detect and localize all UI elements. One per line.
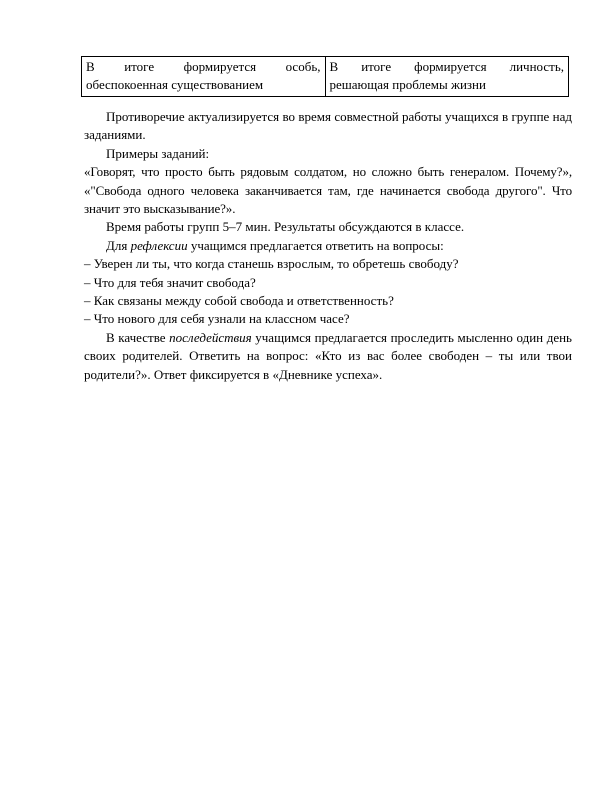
reflection-post: учащимся предлагается ответить на вопросы: (187, 237, 444, 253)
paragraph-aftereffect (84, 329, 572, 384)
table-row (82, 57, 569, 97)
question-item: – Уверен ли ты, что когда станешь взрослым, то обретешь свободу? (84, 256, 459, 272)
comparison-table (81, 56, 569, 97)
aftereffect-pre: В качестве (106, 329, 170, 345)
question-item: – Как связаны между собой свобода и ответственность? (84, 293, 394, 309)
reflection-term: рефлексии (130, 237, 188, 253)
paragraph-examples: «Говорят, что просто быть рядовым солдатом, но сложно быть генералом. Почему?», «"Свобода одного человека заканчивается там, где начинается свобода другого". Что значит это высказывание?». (84, 164, 572, 217)
paragraph-time: Время работы групп 5–7 мин. Результаты обсуждаются в классе. (106, 219, 465, 235)
question-item: – Что для тебя значит свобода? (84, 274, 256, 290)
table-cell-right: В итоге формируется личность, решающая проблемы жизни (325, 57, 569, 97)
paragraph-reflection (84, 237, 572, 255)
paragraph-examples-heading: Примеры заданий: (106, 145, 210, 161)
body-text (84, 108, 572, 384)
reflection-pre: Для (106, 237, 131, 253)
aftereffect-term: последействия (169, 329, 252, 345)
paragraph-contradiction: Противоречие актуализируется во время совместной работы учащихся в группе над заданиями. (84, 109, 572, 143)
document-page (84, 56, 572, 384)
aftereffect-post: учащимся предлагается проследить мысленно один день своих родителей. Ответить на вопрос: «Кто из вас более свободен – ты или твои родители?». Ответ фиксируется в «Дневнике успеха». (84, 329, 572, 382)
question-item: – Что нового для себя узнали на классном часе? (84, 311, 350, 327)
table-cell-left: В итоге формируется особь, обеспокоенная существованием (82, 57, 326, 97)
